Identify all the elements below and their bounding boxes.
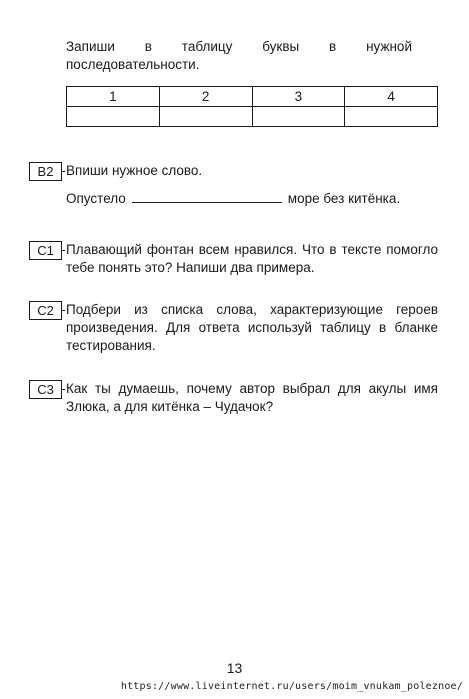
sequence-table-header-cell: 1 [67,87,160,107]
sequence-table-answer-row [67,107,438,127]
task-label-connector [61,250,65,251]
sequence-table-header-cell: 4 [345,87,438,107]
task-label-c1: C1 [29,241,62,260]
task-b2-sentence-start: Опустело [66,191,126,206]
sequence-table-header-row [67,87,438,107]
sequence-table-answer-cell[interactable] [67,107,160,127]
task-b2-blank-line[interactable] [132,190,282,203]
task-label-connector [61,171,65,172]
task-label-b2: B2 [29,162,62,181]
task-b2-instruction: Впиши нужное слово. [66,163,203,178]
page-number: 13 [226,660,243,676]
task-b2-sentence [66,190,438,208]
sequence-table-header-cell: 3 [252,87,345,107]
intro-instruction: Запиши в таблицу буквы в нужной последовательности. [66,39,412,72]
sequence-table-header-cell: 2 [159,87,252,107]
task-c2-text: Подбери из списка слова, характеризующие героев произведения. Для ответа используй таблицу в бланке тестирования. [66,302,438,353]
task-c1-text: Плавающий фонтан всем нравился. Что в тексте помогло тебе понять это? Напиши два примера. [66,242,438,275]
task-label-connector [61,389,65,390]
task-b2-sentence-end: море без китёнка. [287,191,401,206]
task-label-c3: C3 [29,380,62,399]
sequence-table-answer-cell[interactable] [345,107,438,127]
source-url[interactable]: https://www.liveinternet.ru/users/moim_vnukam_poleznoe/ [120,681,463,692]
task-label-connector [61,310,65,311]
sequence-table-answer-cell[interactable] [252,107,345,127]
task-label-c2: C2 [29,301,62,320]
sequence-table [66,86,438,127]
task-c3-text: Как ты думаешь, почему автор выбрал для акулы имя Злюка, а для китёнка – Чудачок? [66,381,438,414]
sequence-table-answer-cell[interactable] [159,107,252,127]
